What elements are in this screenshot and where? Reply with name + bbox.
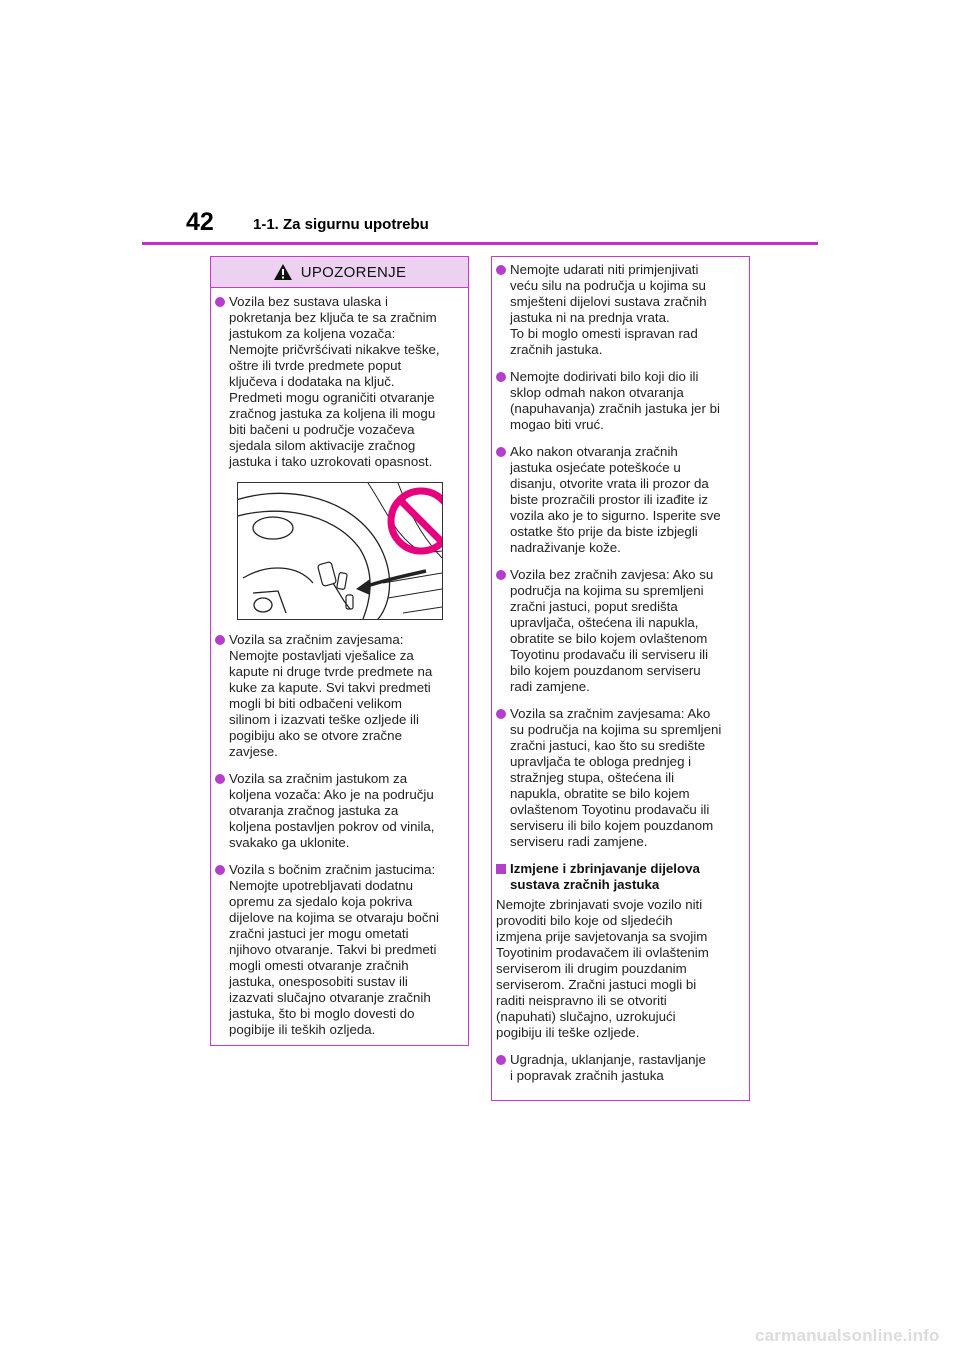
warning-triangle-icon	[273, 263, 293, 281]
bullet-icon	[215, 635, 225, 645]
list-item	[496, 369, 743, 433]
prohibition-icon	[391, 491, 442, 551]
text-line: Predmeti mogu ograničiti otvaranje	[229, 390, 435, 405]
text-line: To bi moglo omesti ispravan rad	[510, 326, 698, 341]
text-line: jastuka, onesposobiti sustav ili	[229, 974, 408, 989]
text-line: koljena vozača: Ako je na području	[229, 787, 434, 802]
key-fob-icon	[317, 562, 353, 609]
text-line: područja na kojima su spremljeni	[510, 583, 704, 598]
text-line: i popravak zračnih jastuka	[510, 1068, 664, 1083]
text-line: opremu za sjedalo koja pokriva	[229, 894, 413, 909]
text-line: sustava zračnih jastuka	[510, 877, 660, 892]
text-line: sklop odmah nakon otvaranja	[510, 385, 684, 400]
text-line: serviseru radi zamjene.	[510, 834, 648, 849]
warning-title: UPOZORENJE	[300, 263, 407, 281]
text-line: Nemojte postavljati vješalice za	[229, 648, 414, 663]
text-line: njihovo otvaranje. Takvi bi predmeti	[229, 942, 437, 957]
bullet-icon	[496, 1055, 506, 1065]
text-line: serviseru ili bilo kojem pouzdanom	[510, 818, 714, 833]
text-line: disanju, otvorite vrata ili prozor da	[510, 476, 709, 491]
text-line: zračnog jastuka za koljena ili mogu	[229, 406, 436, 421]
text-line: ovlaštenom Toyotinu prodavaču ili	[510, 802, 710, 817]
text-line: Vozila sa zračnim jastukom za	[229, 771, 408, 786]
text-line: Ako nakon otvaranja zračnih	[510, 444, 678, 459]
bullet-icon	[496, 709, 506, 719]
text-line: (napuhavanja) zračnih jastuka jer bi	[510, 401, 720, 416]
list-item	[496, 567, 743, 695]
bullet-icon	[496, 372, 506, 382]
text-line: pokretanja bez ključa te sa zračnim	[229, 310, 437, 325]
watermark: carmanualsonline.info	[755, 1326, 940, 1345]
text-line: Nemojte pričvršćivati nikakve teške,	[229, 342, 440, 357]
text-line: serviserom ili drugim pouzdanim	[496, 961, 687, 976]
key-illustration	[237, 482, 443, 620]
text-line: Vozila bez zračnih zavjesa: Ako su	[510, 567, 714, 582]
bullet-icon	[215, 774, 225, 784]
text-line: pogibije ili teških ozljeda.	[229, 1022, 376, 1037]
text-line: sjedala silom aktivacije zračnog	[229, 438, 416, 453]
text-line: veću silu na područja u kojima su	[510, 278, 706, 293]
text-line: biti bačeni u područje vozačeva	[229, 422, 415, 437]
text-line: upravljača te obloga prednjeg i	[510, 754, 692, 769]
warning-box-continued	[491, 256, 750, 1101]
warning-header	[211, 257, 468, 288]
bullet-icon	[496, 265, 506, 275]
text-line: mogli omesti otvaranje zračnih	[229, 958, 409, 973]
list-item	[496, 1052, 743, 1084]
bullet-icon	[496, 570, 506, 580]
text-line: Vozila sa zračnim zavjesama:	[229, 632, 404, 647]
text-line: silinom i izazvati teške ozljede ili	[229, 712, 419, 727]
text-line: Ugradnja, uklanjanje, rastavljanje	[510, 1052, 706, 1067]
text-line: provoditi bilo koje od sljedećih	[496, 913, 673, 928]
text-line: Vozila sa zračnim zavjesama: Ako	[510, 706, 711, 721]
header-rule	[142, 242, 818, 245]
list-item	[496, 444, 743, 556]
text-line: Izmjene i zbrinjavanje dijelova	[510, 861, 700, 876]
text-line: kuke za kapute. Svi takvi predmeti	[229, 680, 431, 695]
list-item	[215, 771, 462, 851]
text-line: nadraživanje kože.	[510, 540, 621, 555]
text-line: jastuka, što bi moglo dovesti do	[229, 1006, 415, 1021]
text-line: zračni jastuci jer mogu ometati	[229, 926, 409, 941]
text-line: stražnjeg stupa, oštećena ili	[510, 770, 675, 785]
text-line: Toyotinu prodavaču ili serviseru ili	[510, 647, 709, 662]
text-line: izmjena prije savjetovanja sa svojim	[496, 929, 708, 944]
square-bullet-icon	[496, 864, 506, 874]
text-line: jastuka ni na prednja vrata.	[510, 310, 670, 325]
arrow-icon	[364, 571, 426, 587]
text-line: dijelove na kojima se otvaraju bočni	[229, 910, 439, 925]
section-title: 1-1. Za sigurnu upotrebu	[253, 216, 429, 233]
text-line: Nemojte udarati niti primjenjivati	[510, 262, 699, 277]
text-line: serviserom. Zračni jastuci mogli bi	[496, 977, 697, 992]
text-line: Nemojte dodirivati bilo koji dio ili	[510, 369, 699, 384]
text-line: mogao biti vruć.	[510, 417, 604, 432]
steering-wheel-icon	[238, 493, 390, 619]
list-item	[496, 706, 743, 850]
text-line: Nemojte zbrinjavati svoje vozilo niti	[496, 897, 703, 912]
text-line: vozila ako je to sigurno. Isperite sve	[510, 508, 721, 523]
text-line: zavjese.	[229, 744, 278, 759]
text-line: (napuhati) slučajno, uzrokujući	[496, 1009, 676, 1024]
text-line: oštre ili tvrde predmete poput	[229, 358, 402, 373]
text-line: Toyotinim prodavačem ili ovlaštenim	[496, 945, 709, 960]
text-line: zračnih jastuka.	[510, 342, 603, 357]
text-line: napukla, obratite se bilo kojem	[510, 786, 690, 801]
text-line: zračni jastuci, poput središta	[510, 599, 678, 614]
bullet-icon	[215, 865, 225, 875]
text-line: biste prozračili prostor ili izađite iz	[510, 492, 709, 507]
text-line: kapute ni druge tvrde predmete na	[229, 664, 433, 679]
list-item	[215, 632, 462, 760]
text-line: Vozila bez sustava ulaska i	[229, 294, 388, 309]
text-line: pogibiju ili teške ozljede.	[496, 1025, 640, 1040]
text-line: mogli bi biti odbačeni velikom	[229, 696, 402, 711]
list-item	[215, 294, 462, 470]
text-line: radi zamjene.	[510, 679, 590, 694]
text-line: Nemojte upotrebljavati dodatnu	[229, 878, 414, 893]
text-line: izazvati slučajno otvaranje zračnih	[229, 990, 431, 1005]
text-line: Vozila s bočnim zračnim jastucima:	[229, 862, 436, 877]
text-line: pogibiju ako se otvore zračne	[229, 728, 402, 743]
warning-content	[492, 257, 749, 1099]
bullet-icon	[496, 447, 506, 457]
text-line: smješteni dijelovi sustava zračnih	[510, 294, 707, 309]
subheading	[496, 861, 743, 893]
text-line: ostatke što prije da biste izbjegli	[510, 524, 698, 539]
list-item	[215, 862, 462, 1038]
text-line: upravljača, oštećena ili napukla,	[510, 615, 699, 630]
text-line: ključeva i dodataka na ključ.	[229, 374, 395, 389]
text-line: jastuka i tako uzrokovati opasnost.	[229, 454, 433, 469]
bullet-icon	[215, 297, 225, 307]
text-line: zračni jastuci, kao što su središte	[510, 738, 706, 753]
text-line: jastukom za koljena vozača:	[229, 326, 396, 341]
text-line: otvaranja zračnog jastuka za	[229, 803, 399, 818]
text-line: svakako ga uklonite.	[229, 835, 350, 850]
paragraph	[496, 897, 743, 1041]
warning-box	[210, 256, 469, 1046]
list-item	[496, 262, 743, 358]
text-line: obratite se bilo kojem ovlaštenom	[510, 631, 708, 646]
text-line: koljena postavljen pokrov od vinila,	[229, 819, 435, 834]
text-line: jastuka osjećate poteškoće u	[510, 460, 681, 475]
page-number: 42	[186, 208, 214, 236]
text-line: raditi neispravno ili se otvoriti	[496, 993, 667, 1008]
text-line: bilo kojem pouzdanom serviseru	[510, 663, 701, 678]
text-line: su područja na kojima su spremljeni	[510, 722, 722, 737]
warning-content	[211, 288, 468, 1053]
